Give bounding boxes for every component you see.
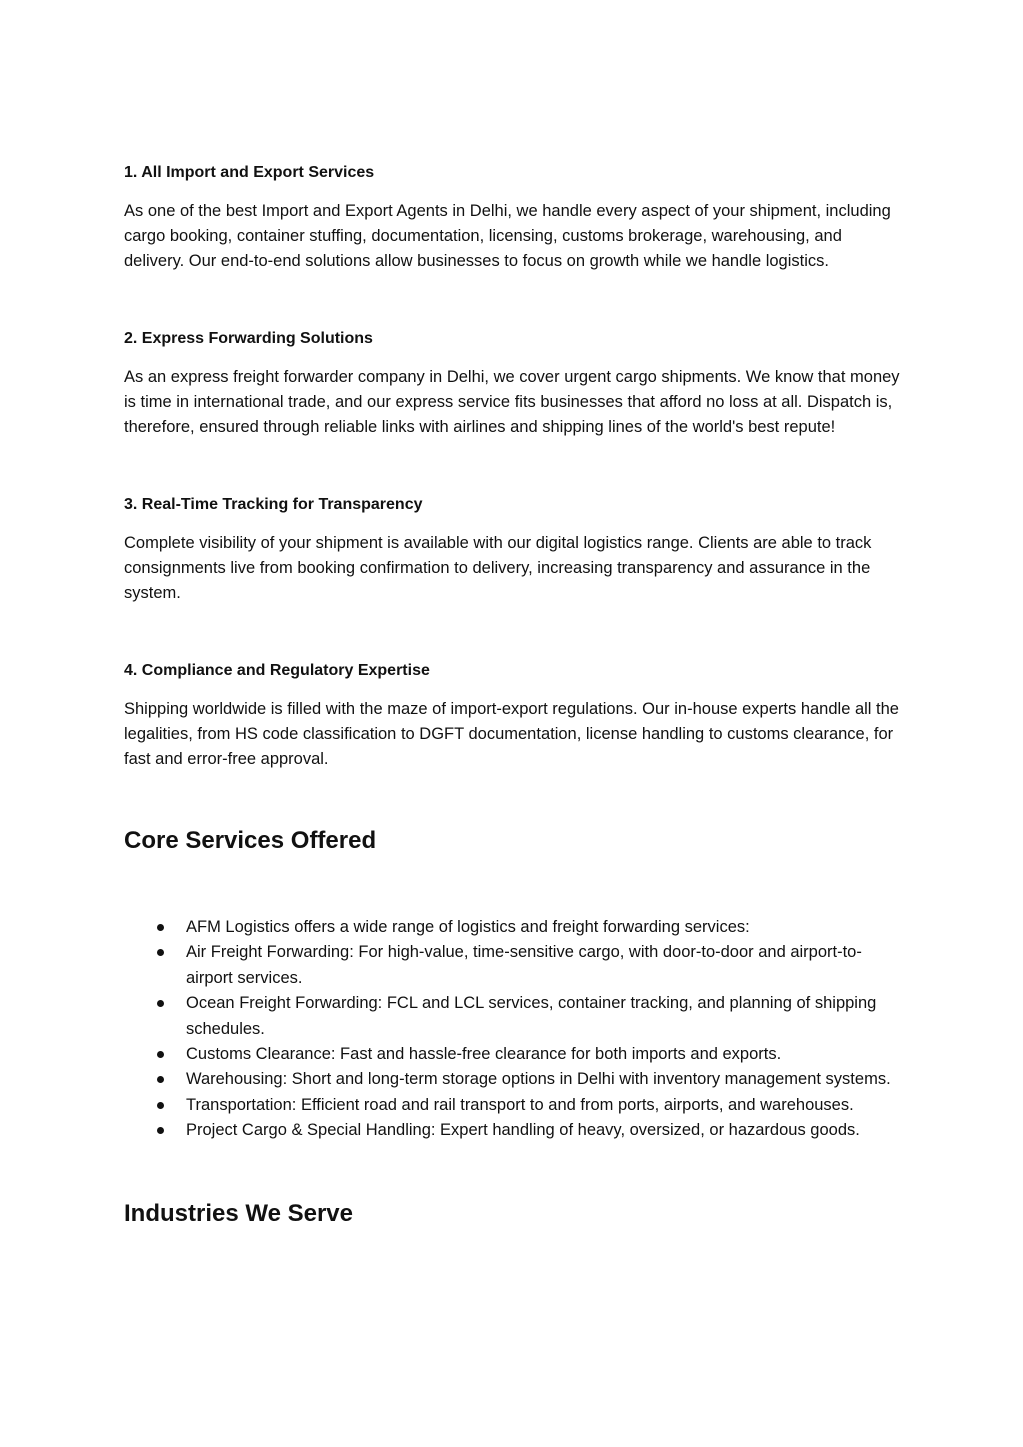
section-express-forwarding bbox=[124, 326, 904, 440]
list-item bbox=[124, 1093, 904, 1118]
bullet-icon bbox=[157, 1127, 164, 1134]
section-body: Complete visibility of your shipment is available with our digital logistics range. Clients are able to track consignments live from booking confirmation to delivery, increasing transparency and assurance in the system. bbox=[124, 534, 872, 602]
list-item bbox=[124, 940, 904, 991]
section-heading: 1. All Import and Export Services bbox=[124, 164, 375, 181]
list-item bbox=[124, 915, 904, 940]
bullet-icon bbox=[157, 949, 164, 956]
list-item-text: Warehousing: Short and long-term storage options in Delhi with inventory management systems. bbox=[186, 1070, 891, 1089]
bullet-icon bbox=[157, 1000, 164, 1007]
section-body: As an express freight forwarder company in Delhi, we cover urgent cargo shipments. We know that money is time in international trade, and our express service fits businesses that afford no loss at all. Dispatch is, therefore, ensured through reliable links with airlines and shipping lines of the world's best repute! bbox=[124, 368, 900, 436]
list-item-text: Transportation: Efficient road and rail transport to and from ports, airports, and warehouses. bbox=[186, 1095, 854, 1114]
section-real-time-tracking bbox=[124, 492, 904, 606]
list-item bbox=[124, 1042, 904, 1067]
core-services-title: Core Services Offered bbox=[124, 827, 377, 854]
list-item bbox=[124, 991, 904, 1042]
section-body: As one of the best Import and Export Agents in Delhi, we handle every aspect of your shipment, including cargo booking, container stuffing, documentation, licensing, customs brokerage, warehousing, and delivery. Our end-to-end solutions allow businesses to focus on growth while we handle logistics. bbox=[124, 202, 891, 270]
bullet-icon bbox=[157, 1051, 164, 1058]
bullet-icon bbox=[157, 1102, 164, 1109]
section-import-export bbox=[124, 160, 904, 274]
bullet-icon bbox=[157, 1076, 164, 1083]
section-heading: 4. Compliance and Regulatory Expertise bbox=[124, 662, 430, 679]
bullet-icon bbox=[157, 924, 164, 931]
list-item-text: Air Freight Forwarding: For high-value, time-sensitive cargo, with door-to-door and airport-to-airport services. bbox=[186, 943, 862, 987]
section-heading: 3. Real-Time Tracking for Transparency bbox=[124, 496, 423, 513]
industries-title: Industries We Serve bbox=[124, 1199, 353, 1227]
section-body: Shipping worldwide is filled with the maze of import-export regulations. Our in-house experts handle all the legalities, from HS code classification to DGFT documentation, license handling to customs clearance, for fast and error-free approval. bbox=[124, 700, 899, 768]
list-item-text: Customs Clearance: Fast and hassle-free clearance for both imports and exports. bbox=[186, 1045, 782, 1064]
list-item-text: AFM Logistics offers a wide range of logistics and freight forwarding services: bbox=[186, 918, 750, 936]
list-item-text: Ocean Freight Forwarding: FCL and LCL services, container tracking, and planning of shipping schedules. bbox=[186, 994, 877, 1038]
core-services-list bbox=[124, 915, 904, 1144]
list-item bbox=[124, 1118, 904, 1143]
section-heading: 2. Express Forwarding Solutions bbox=[124, 330, 373, 347]
document-page bbox=[124, 160, 904, 1231]
list-item bbox=[124, 1067, 904, 1092]
list-item-text: Project Cargo & Special Handling: Expert handling of heavy, oversized, or hazardous goods. bbox=[186, 1121, 860, 1140]
section-compliance bbox=[124, 658, 904, 772]
